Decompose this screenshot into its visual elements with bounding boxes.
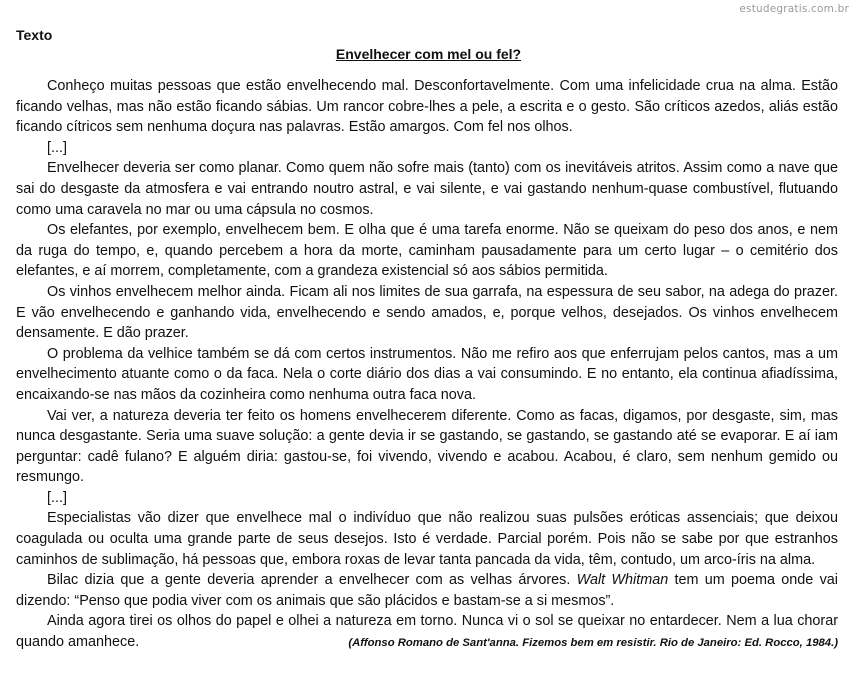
text-title: Envelhecer com mel ou fel? (335, 46, 522, 62)
paragraph-text: Bilac dizia que a gente deveria aprender a envelhecer com as velhas árvores. (47, 572, 577, 589)
citation: (Affonso Romano de Sant'anna. Fizemos bem em resistir. Rio de Janeiro: Ed. Rocco, 1984.) (348, 637, 838, 650)
paragraph-text: tem um poema onde vai dizendo: “Penso que podia viver com os animais que são plácidos e bastam-se a si mesmos”. (16, 572, 838, 609)
paragraph: Envelhecer deveria ser como planar. Como quem não sofre mais (tanto) com os inevitáveis atritos. Assim como a nave que sai do desgaste da atmosfera e vai entrando noutro astral, e vai silente, e vai gastando nenhum-quase combustível, flutuando como uma caravela no mar ou uma cápsula no cosmos. (16, 160, 838, 218)
paragraph: Vai ver, a natureza deveria ter feito os homens envelhecerem diferente. Como as facas, digamos, por desgaste, sim, mas nunca desgastante. Seria uma suave solução: a gente devia ir se gastando, se gastando, se gastando até se evaporar. E aí iam perguntar: cadê fulano? E alguém diria: gastou-se, foi vivendo, vivendo e acabou. Acabou, é claro, sem nenhum gemido ou resmungo. (16, 407, 838, 486)
paragraph (16, 570, 838, 611)
final-paragraph (16, 611, 838, 652)
paragraph: Conheço muitas pessoas que estão envelhecendo mal. Desconfortavelmente. Com uma infelicidade crua na alma. Estão ficando velhas, mas não estão ficando sábias. Um rancor cobre-lhes a pele, a escrita e o gesto. São críticos azedos, aliás estão ficando cítricos sem nenhuma doçura nas palavras. Estão amargos. Com fel nos olhos. (16, 78, 838, 136)
ellipsis: [...] (47, 489, 67, 506)
section-label: Texto (16, 27, 53, 43)
paragraph: Os elefantes, por exemplo, envelhecem bem. E olha que é uma tarefa enorme. Não se queixam do peso dos anos, e nem da ruga do tempo, e, quando percebem a hora da morte, caminham pausadamente para um certo lugar – o cemitério dos elefantes, e aí morrem, completamente, com a grandeza existencial só aos sábios permitida. (16, 222, 838, 280)
ellipsis: [...] (47, 139, 67, 156)
paragraph-text: Ainda agora tirei os olhos do papel e olhei a natureza em torno. Nunca vi o sol se queixar no entardecer. Nem a lua chorar quando amanhece. (16, 613, 838, 651)
paragraph: Especialistas vão dizer que envelhece mal o indivíduo que não realizou suas pulsões eróticas assenciais; que deixou coagulada ou oculta uma grande parte de seus desejos. Isto é verdade. Parcial porém. Pois não se sabe por que estranhos caminhos de sublimação, há pessoas que, embora roxas de levar tanta pancada da vida, têm, contudo, um arco-íris na alma. (16, 510, 838, 568)
paragraph: O problema da velhice também se dá com certos instrumentos. Não me refiro aos que enferrujam pelos cantos, mas a um envelhecimento atuante como o da faca. Nela o corte diário dos dias a vai consumindo. E no entanto, ela continua afiadíssima, encaixando-se nas mãos da cozinheira como nenhuma outra faca nova. (16, 345, 838, 403)
author-name: Walt Whitman (576, 572, 669, 589)
watermark: estudegratis.com.br (739, 3, 849, 15)
text-body (16, 76, 838, 654)
paragraph: Os vinhos envelhecem melhor ainda. Ficam ali nos limites de sua garrafa, na espessura de seu sabor, na adega do prazer. E vão envelhecendo e ganhando vida, envelhecendo e sendo amados, e, porque velhos, desejados. Os vinhos envelhecem densamente. E dão prazer. (16, 283, 838, 342)
